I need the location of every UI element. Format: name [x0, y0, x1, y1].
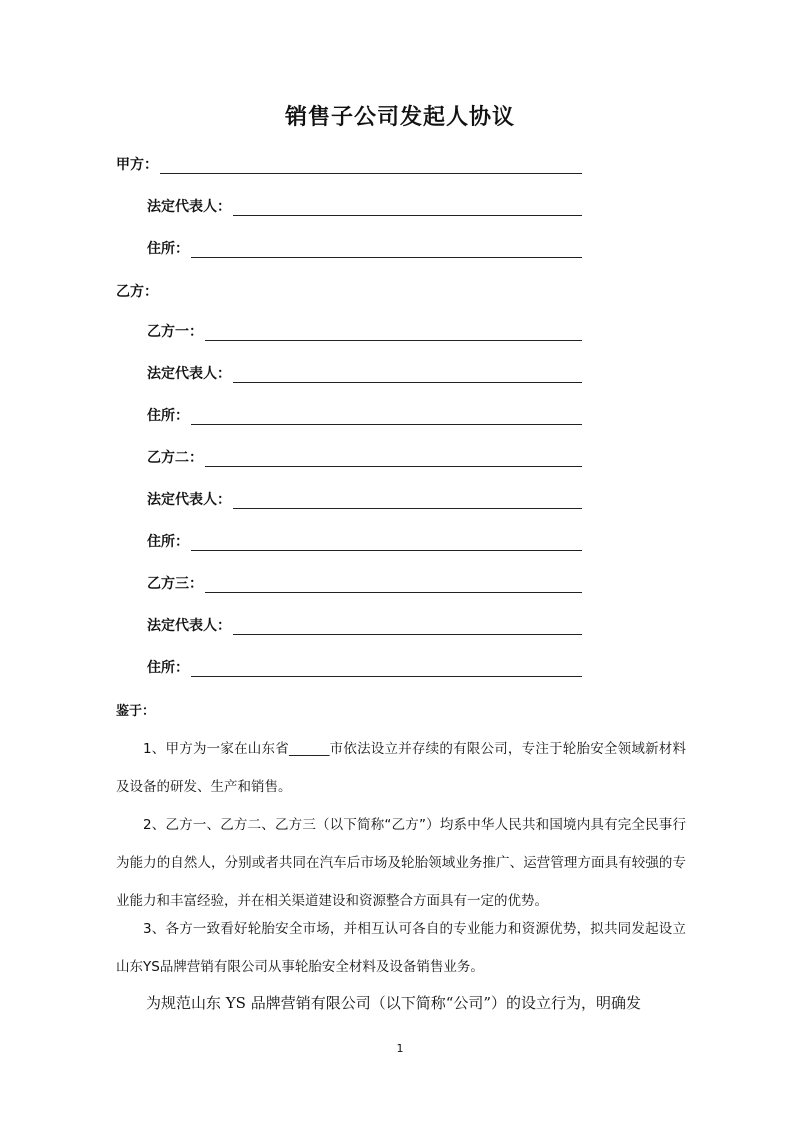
- document-title: 销售子公司发起人协议: [284, 105, 515, 130]
- party-b1-label: 乙方一：: [147, 324, 203, 340]
- party-b1-addr-row: [147, 403, 582, 425]
- whereas-paragraph-2: 2、乙方一、乙方二、乙方三（以下简称“乙方”）均系中华人民共和国境内具有完全民事行为能力的自然人，分别或者共同在汽车后市场及轮胎领域业务推广、运营管理方面具有较强的专业能力和丰富经验，并在相关渠道建设和资源整合方面具有一定的优势。: [116, 817, 686, 909]
- party-a-addr-row: [147, 236, 582, 258]
- party-b-heading: 乙方：: [116, 284, 158, 300]
- party-b1-blank: [205, 326, 582, 341]
- party-b2-rep-label: 法定代表人：: [147, 492, 231, 508]
- party-b2-addr-blank: [191, 536, 582, 551]
- party-a-rep-label: 法定代表人：: [147, 199, 231, 215]
- party-b3-label: 乙方三：: [147, 576, 203, 592]
- party-a-rep-row: [147, 194, 582, 216]
- page-number: 1: [396, 1042, 404, 1055]
- party-a-row: [116, 152, 582, 174]
- party-b1-addr-blank: [191, 410, 582, 425]
- whereas-paragraph-1: 1、甲方为一家在山东省______市依法设立并存续的有限公司，专注于轮胎安全领域新材料及设备的研发、生产和销售。: [116, 741, 686, 795]
- party-a-label: 甲方：: [116, 157, 158, 173]
- party-b2-addr-label: 住所：: [147, 534, 189, 550]
- party-b1-row: [147, 319, 582, 341]
- party-b1-addr-label: 住所：: [147, 408, 189, 424]
- party-b3-blank: [205, 578, 582, 593]
- party-a-addr-label: 住所：: [147, 241, 189, 257]
- party-b2-label: 乙方二：: [147, 450, 203, 466]
- party-b3-addr-blank: [191, 662, 582, 677]
- whereas-paragraph-3: 3、各方一致看好轮胎安全市场，并相互认可各自的专业能力和资源优势，拟共同发起设立山东YS品牌营销有限公司从事轮胎安全材料及设备销售业务。: [116, 921, 686, 975]
- party-a-rep-blank: [233, 201, 582, 216]
- party-b2-row: [147, 445, 582, 467]
- party-a-addr-blank: [191, 243, 582, 258]
- party-b3-rep-row: [147, 613, 582, 635]
- party-b3-rep-blank: [233, 620, 582, 635]
- party-b3-addr-label: 住所：: [147, 660, 189, 676]
- party-b2-blank: [205, 452, 582, 467]
- party-b2-addr-row: [147, 529, 582, 551]
- whereas-heading: 鉴于：: [116, 704, 156, 719]
- party-b2-rep-blank: [233, 494, 582, 509]
- party-b3-row: [147, 571, 582, 593]
- party-b3-rep-label: 法定代表人：: [147, 618, 231, 634]
- party-b1-rep-blank: [233, 368, 582, 383]
- body-paragraph-4: 为规范山东 YS 品牌营销有限公司（以下简称“公司”）的设立行为，明确发: [146, 994, 642, 1012]
- party-b2-rep-row: [147, 487, 582, 509]
- party-b1-rep-label: 法定代表人：: [147, 366, 231, 382]
- party-b3-addr-row: [147, 655, 582, 677]
- party-b1-rep-row: [147, 361, 582, 383]
- party-a-blank: [160, 159, 582, 174]
